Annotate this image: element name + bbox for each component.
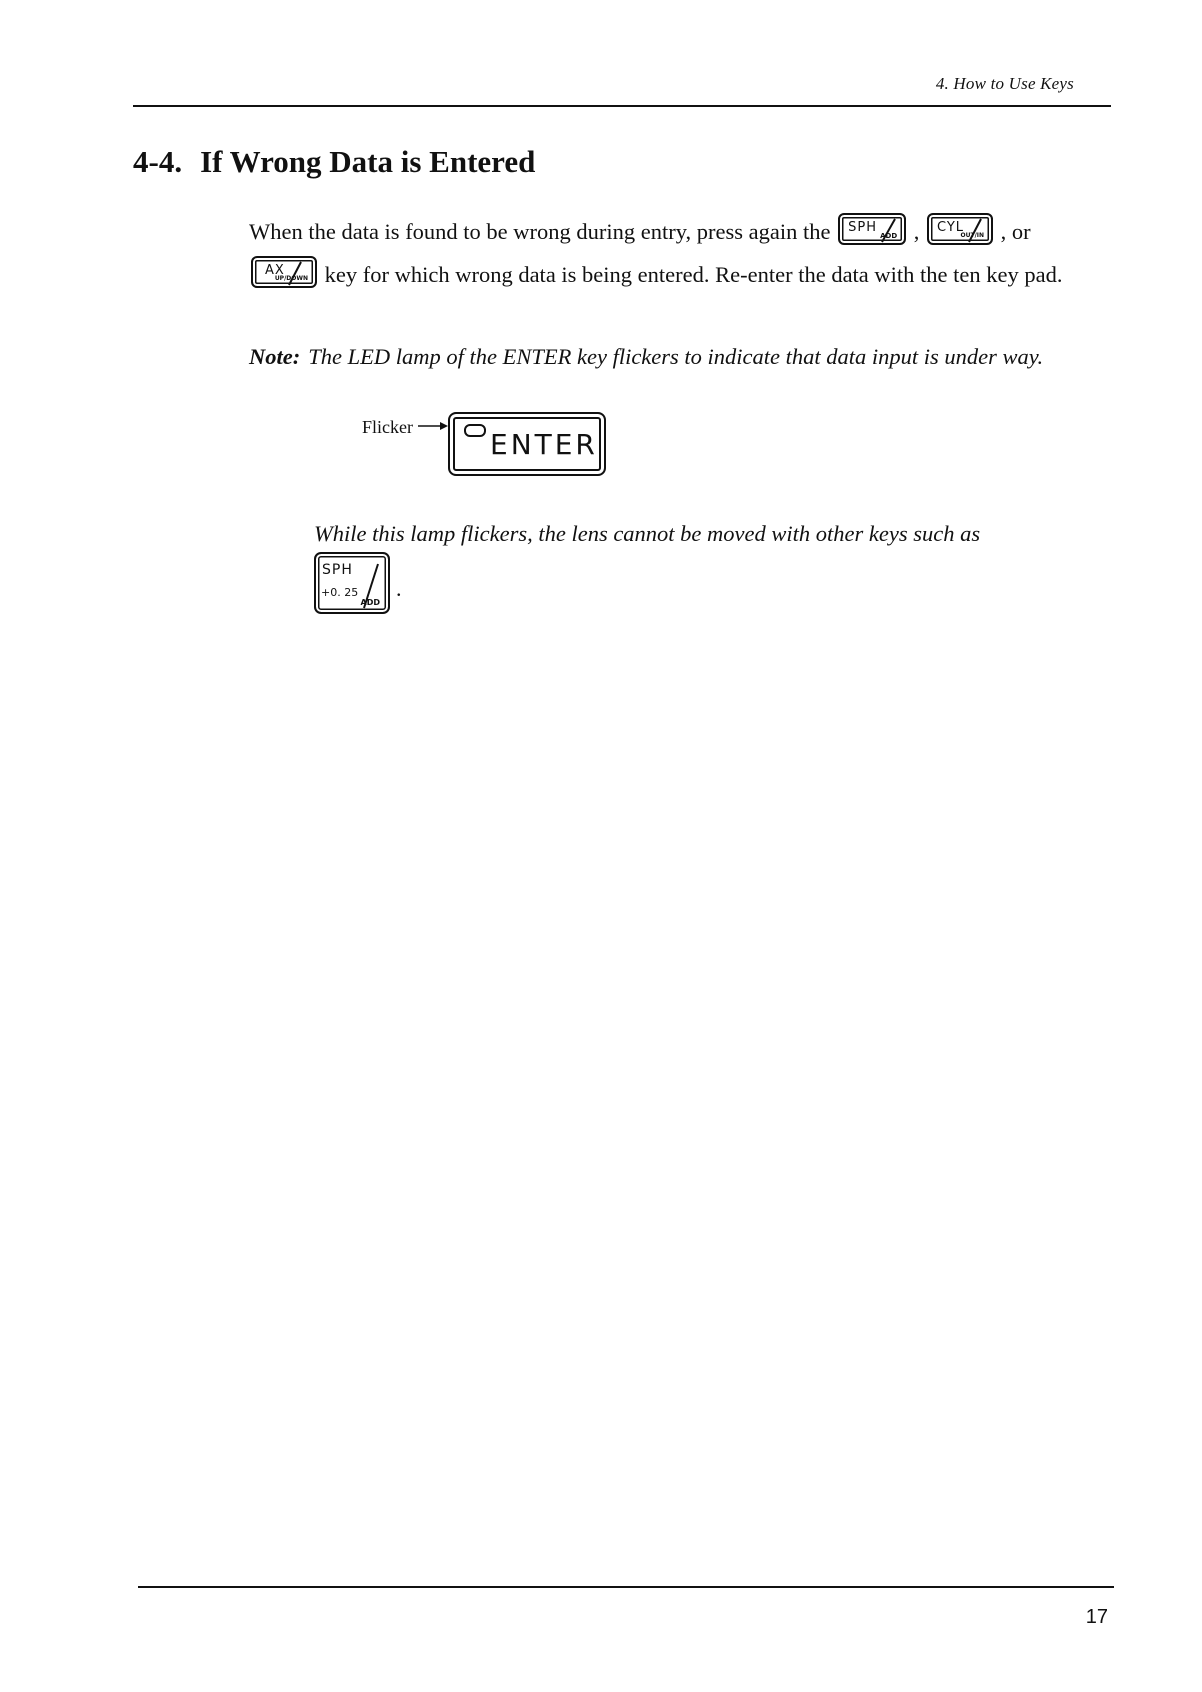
sph-step-key-sub: ADD (360, 598, 380, 607)
note-label: Note: (249, 344, 301, 369)
header-rule (133, 105, 1111, 107)
note-text: The LED lamp of the ENTER key flickers to indicate that data input is under way. (308, 344, 1044, 369)
section-number: 4-4. (133, 144, 183, 179)
sph-step-key-step: +0. 25 (321, 586, 359, 599)
flicker-arrow-icon (418, 420, 450, 432)
sph-step-key-icon (314, 552, 390, 614)
note (249, 344, 1129, 370)
led-lamp-icon (464, 424, 486, 437)
running-head: 4. How to Use Keys (935, 74, 1074, 93)
key-separator-1: , (908, 219, 926, 244)
cyl-key-sub: OUT/IN (960, 232, 985, 239)
sentence-period: . (396, 576, 402, 601)
ax-key-icon (251, 256, 317, 288)
sph-key-label: SPH (848, 220, 878, 235)
ax-key-sub: UP/DOWN (274, 275, 308, 282)
sph-step-key-label: SPH (322, 562, 353, 578)
body-text-before-keys: When the data is found to be wrong during entry, press again the (249, 219, 837, 244)
enter-key-label: ENTER (490, 428, 598, 461)
section-title (133, 144, 535, 180)
cyl-key-label: CYL (937, 220, 965, 235)
ax-key-label: AX (265, 263, 285, 278)
footer-rule (138, 1586, 1114, 1588)
section-title-text: If Wrong Data is Entered (200, 144, 536, 179)
flicker-label: Flicker (362, 417, 413, 437)
sph-add-key-icon (838, 213, 906, 245)
enter-key-icon (448, 412, 606, 476)
body-paragraph (249, 210, 1109, 296)
cyl-key-icon (927, 213, 993, 245)
body-text-after-keys: key for which wrong data is being entered. Re-enter the data with the ten key pad. (324, 262, 1063, 287)
sph-key-sub: ADD (880, 232, 898, 240)
while-text: While this lamp flickers, the lens cannot be moved with other keys such as (314, 521, 981, 546)
key-separator-2: , or (995, 219, 1031, 244)
page-number: 17 (1085, 1606, 1108, 1628)
